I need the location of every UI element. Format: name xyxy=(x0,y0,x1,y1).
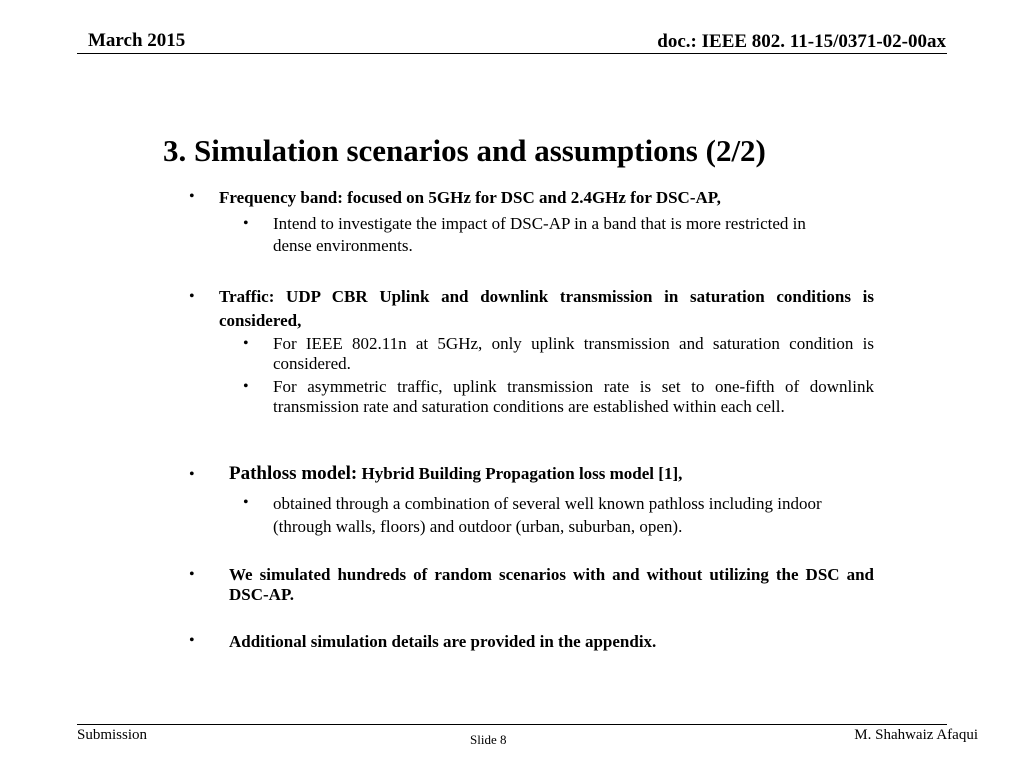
bullet-traffic: Traffic: UDP CBR Uplink and downlink transmission in saturation conditions is considered, xyxy=(219,287,874,330)
sub-bullet-traffic-asymmetric: For asymmetric traffic, uplink transmission rate is set to one-fifth of downlink transmission rate and saturation conditions are established within each cell. xyxy=(273,377,874,416)
sub-bullet-dot: • xyxy=(243,378,249,395)
header-date: March 2015 xyxy=(88,30,186,51)
bullet-dot: • xyxy=(189,288,195,305)
bullet-dot: • xyxy=(189,466,195,483)
footer-slide-number: Slide 8 xyxy=(470,732,507,747)
bullet-dot: • xyxy=(189,632,195,649)
slide-title: 3. Simulation scenarios and assumptions (2/2) xyxy=(163,133,766,168)
bullet-additional-details: Additional simulation details are provided in the appendix. xyxy=(229,632,657,651)
bullet-dot: • xyxy=(189,566,195,583)
footer-rule xyxy=(77,724,947,725)
header-doc-id: doc.: IEEE 802. 11-15/0371-02-00ax xyxy=(657,31,946,52)
header-rule xyxy=(77,53,947,54)
pathloss-text: Hybrid Building Propagation loss model [1], xyxy=(361,464,683,483)
footer-submission: Submission xyxy=(77,727,148,743)
bullet-pathloss xyxy=(229,462,874,486)
pathloss-lead: Pathloss model: xyxy=(229,463,358,484)
sub-bullet-dot: • xyxy=(243,335,249,352)
sub-bullet-dot: • xyxy=(243,215,249,232)
bullet-dot: • xyxy=(189,188,195,205)
bullet-frequency-band: Frequency band: focused on 5GHz for DSC and 2.4GHz for DSC-AP, xyxy=(219,188,721,207)
sub-bullet-dot: • xyxy=(243,494,249,511)
footer-author: M. Shahwaiz Afaqui xyxy=(854,727,978,743)
sub-bullet-pathloss-detail: obtained through a combination of several well known pathloss including indoor (through walls, floors) and outdoor (urban, suburban, open). xyxy=(273,494,822,536)
sub-bullet-frequency-detail: Intend to investigate the impact of DSC-AP in a band that is more restricted in dense environments. xyxy=(273,214,806,255)
sub-bullet-traffic-11n: For IEEE 802.11n at 5GHz, only uplink transmission and saturation condition is considered. xyxy=(273,334,874,373)
bullet-simulated-scenarios: We simulated hundreds of random scenarios with and without utilizing the DSC and DSC-AP. xyxy=(229,565,874,604)
